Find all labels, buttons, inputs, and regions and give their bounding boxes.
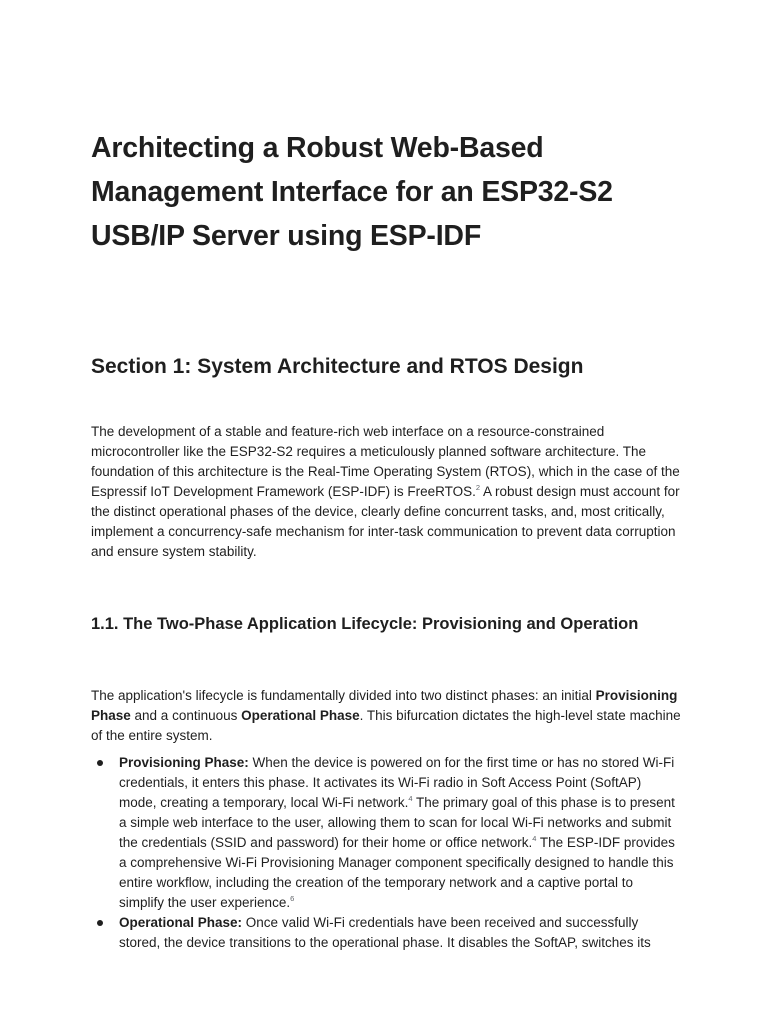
operational-phase-term: Operational Phase [241, 708, 360, 723]
footnote-reference[interactable]: 2 [475, 483, 481, 492]
list-item-term: Provisioning Phase: [119, 755, 249, 770]
section-1-intro-paragraph [91, 422, 681, 562]
phase-bullet-list [91, 753, 681, 953]
document-content [91, 126, 681, 953]
provisioning-phase-term: Provisioning Phase [91, 688, 678, 723]
section-1-heading: Section 1: System Architecture and RTOS Design [91, 355, 584, 378]
subsection-1-1-heading: 1.1. The Two-Phase Application Lifecycle: Provisioning and Operation [91, 615, 639, 633]
intro-text-part-a: The development of a stable and feature-rich web interface on a resource-constrained microcontroller like the ESP32-S2 requires a meticulously planned software architecture. The foundation of this architecture is the Real-Time Operating System (RTOS), which in the case of the Espressif IoT Development Framework (ESP-IDF) is FreeRTOS. [91, 424, 680, 499]
bullet-icon [97, 920, 103, 926]
lifecycle-text-part-a: The application's lifecycle is fundamentally divided into two distinct phases: an initial [91, 688, 596, 703]
lifecycle-text-part-b: and a continuous [130, 708, 242, 723]
lifecycle-text-part-c: . This bifurcation dictates the high-level state machine of the entire system. [91, 708, 681, 743]
intro-text-part-b: A robust design must account for the distinct operational phases of the device, clearly define concurrent tasks, and, most critically, implement a concurrency-safe mechanism for inter-task communication to prevent data corruption and ensure system stability. [91, 484, 680, 559]
list-item-text: The ESP-IDF provides a comprehensive Wi-Fi Provisioning Manager component specifically designed to handle this entire workflow, including the creation of the temporary network and a captive portal to simplify the user experience. [119, 835, 675, 910]
subsection-1-1-intro-paragraph [91, 686, 681, 746]
footnote-reference[interactable]: 4 [532, 834, 537, 843]
bullet-icon [97, 760, 103, 766]
footnote-reference[interactable]: 6 [290, 894, 295, 903]
list-item-text: The primary goal of this phase is to present a simple web interface to the user, allowing them to scan for local Wi-Fi networks and submit the credentials (SSID and password) for their home or office network. [119, 795, 675, 850]
list-item-provisioning-phase [91, 753, 681, 913]
document-title: Architecting a Robust Web-Based Management Interface for an ESP32-S2 USB/IP Server using ESP-IDF [91, 132, 613, 252]
list-item-operational-phase [91, 913, 681, 953]
footnote-reference[interactable]: 4 [408, 794, 413, 803]
list-item-text: When the device is powered on for the first time or has no stored Wi-Fi credentials, it enters this phase. It activates its Wi-Fi radio in Soft Access Point (SoftAP) mode, creating a temporary, local Wi-Fi network. [119, 755, 675, 810]
list-item-text: Once valid Wi-Fi credentials have been received and successfully stored, the device transitions to the operational phase. It disables the SoftAP, switches its [119, 915, 651, 950]
list-item-term: Operational Phase: [119, 915, 243, 930]
